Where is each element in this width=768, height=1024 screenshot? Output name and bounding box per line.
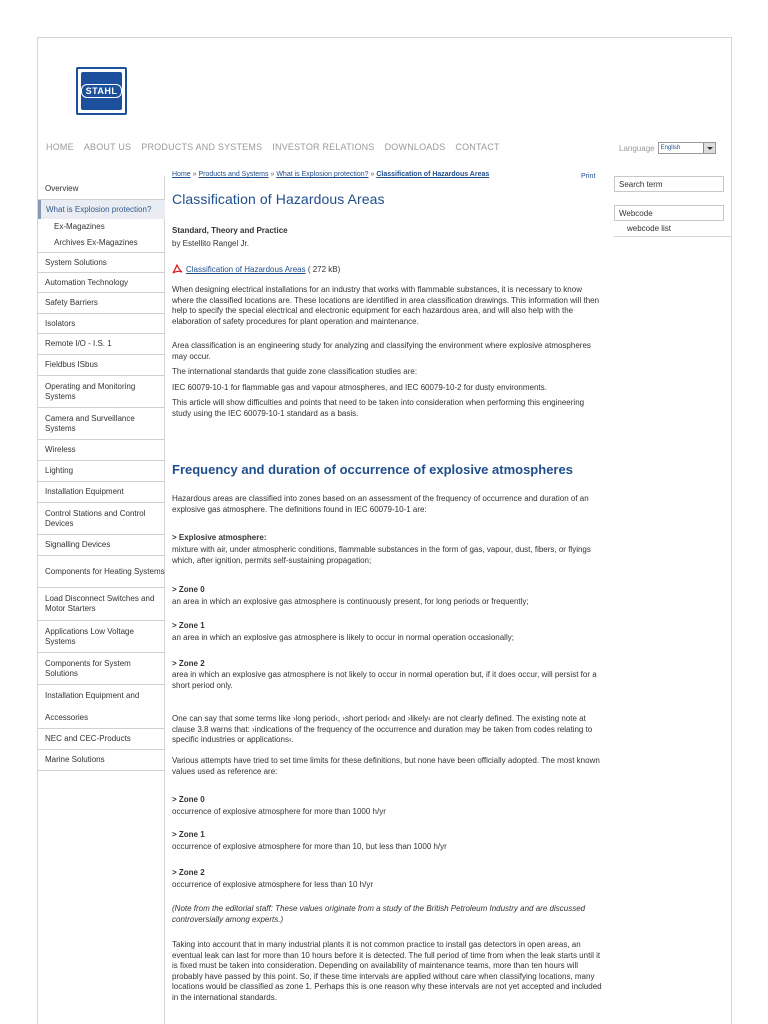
- paragraph: Various attempts have tried to set time limits for these definitions, but none have been officially adopted. The most known values used as reference are:: [172, 756, 600, 776]
- language-selected: English: [660, 145, 681, 151]
- sidebar-item-load-disconnect-switches[interactable]: Load Disconnect Switches and Motor Starters: [38, 588, 165, 621]
- zone-heading: > Zone 2: [172, 868, 205, 877]
- sidebar-subitem-ex-magazines[interactable]: Ex-Magazines: [54, 221, 105, 231]
- intro-paragraph: Area classification is an engineering study for analyzing and classifying the environment where explosive atmospheres may occur.: [172, 341, 591, 361]
- webcode-list-link[interactable]: webcode list: [627, 224, 672, 233]
- language-label: Language: [619, 143, 655, 153]
- article-subtitle: Standard, Theory and Practice: [172, 226, 288, 235]
- breadcrumb-home[interactable]: Home: [172, 171, 191, 178]
- page-title: Classification of Hazardous Areas: [172, 191, 385, 207]
- zone-heading: > Zone 1: [172, 830, 205, 839]
- sidebar-item-automation-technology[interactable]: Automation Technology: [38, 273, 165, 293]
- zone-heading: > Zone 0: [172, 795, 205, 804]
- definition-text: an area in which an explosive gas atmosphere is likely to occur in normal operation occasionally;: [172, 633, 514, 642]
- sidebar-item-fieldbus[interactable]: Fieldbus ISbus: [38, 355, 165, 376]
- paragraph: Taking into account that in many industrial plants it is not common practice to install gas detectors in open areas, an eventual leak can last for more than 10 hours before it is detected. The full period of time from when the leak starts until it is fixed must be taken into consideration. Depending on availability of maintenance teams, more than ten hours will probably have passed by this point. So, if these time intervals are applied without care when classifying locations, many locations would be classified as zone 1. Perhaps this is one reason why these intervals are not yet accepted and included in the international standards.: [172, 940, 602, 1002]
- chevron-down-icon[interactable]: [703, 143, 715, 153]
- breadcrumb-sep: »: [368, 171, 377, 178]
- search-input[interactable]: Search term: [614, 176, 724, 192]
- pdf-icon[interactable]: [172, 264, 183, 274]
- breadcrumb-explosion-protection[interactable]: What is Explosion protection?: [276, 171, 369, 178]
- zone-text: occurrence of explosive atmosphere for more than 10, but less than 1000 h/yr: [172, 842, 447, 851]
- webcode-input[interactable]: Webcode: [614, 205, 724, 221]
- sidebar-item-accessories[interactable]: Accessories: [38, 708, 165, 729]
- nav-investor-relations[interactable]: INVESTOR RELATIONS: [272, 142, 375, 152]
- section-paragraph: Hazardous areas are classified into zones based on an assessment of the frequency of occurrence and duration of an explosive gas atmosphere. The definitions found in IEC 60079-10-1 are:: [172, 494, 589, 514]
- sidebar-item-system-components[interactable]: Components for System Solutions: [38, 653, 165, 685]
- sidebar-subitem-archives-ex-magazines[interactable]: Archives Ex-Magazines: [38, 233, 165, 253]
- nav-about-us[interactable]: ABOUT US: [83, 142, 132, 152]
- nav-contact[interactable]: CONTACT: [455, 142, 500, 152]
- zone-text: occurrence of explosive atmosphere for more than 1000 h/yr: [172, 807, 386, 816]
- zone-text: occurrence of explosive atmosphere for less than 10 h/yr: [172, 880, 373, 889]
- language-select[interactable]: [658, 142, 716, 154]
- intro-paragraph: IEC 60079-10-1 for flammable gas and vapour atmospheres, and IEC 60079-10-2 for dusty environments.: [172, 383, 547, 392]
- nav-home[interactable]: HOME: [46, 142, 74, 152]
- definition-text: area in which an explosive gas atmosphere is not likely to occur in normal operation but, if it does occur, will persist for a short period only.: [172, 670, 597, 690]
- sidebar-item-explosion-protection[interactable]: What is Explosion protection?: [38, 200, 165, 219]
- definition-text: mixture with air, under atmospheric conditions, flammable substances in the form of gas, vapour, dust, fibers, or flyings which, after ignition, permits self-sustaining propagation;: [172, 545, 591, 565]
- sidebar-item-control-stations[interactable]: Control Stations and Control Devices: [38, 503, 165, 535]
- breadcrumb-products[interactable]: Products and Systems: [198, 171, 269, 178]
- intro-paragraph: The international standards that guide zone classification studies are:: [172, 367, 418, 376]
- print-link[interactable]: Print: [581, 173, 596, 180]
- sidebar-item-isolators[interactable]: Isolators: [38, 314, 165, 334]
- breadcrumb-current[interactable]: Classification of Hazardous Areas: [376, 171, 490, 178]
- pdf-size: ( 272 kB): [305, 264, 341, 274]
- sidebar-item-heating-components[interactable]: Components for Heating Systems: [38, 556, 165, 588]
- sidebar-item-camera-surveillance[interactable]: Camera and Surveillance Systems: [38, 408, 165, 440]
- sidebar-item-overview[interactable]: Overview: [38, 178, 165, 200]
- sidebar-item-marine-solutions[interactable]: Marine Solutions: [38, 750, 165, 771]
- definition-heading: > Zone 0: [172, 585, 205, 594]
- sidebar-item-signalling-devices[interactable]: Signalling Devices: [38, 535, 165, 556]
- sidebar-item-low-voltage[interactable]: Applications Low Voltage Systems: [38, 621, 165, 653]
- pdf-link[interactable]: Classification of Hazardous Areas: [186, 264, 306, 274]
- sidebar-item-remote-io[interactable]: Remote I/O - I.S. 1: [38, 334, 165, 355]
- sidebar-item-lighting[interactable]: Lighting: [38, 461, 165, 482]
- intro-paragraph: This article will show difficulties and points that need to be taken into consideration when performing this engineering study using the IEC 60079-10-1 standard as a basis.: [172, 398, 585, 418]
- stahl-logo[interactable]: [76, 67, 127, 115]
- divider: [614, 236, 732, 237]
- sidebar: [38, 176, 165, 1024]
- sidebar-item-installation-equipment-and[interactable]: Installation Equipment and: [45, 690, 140, 700]
- section-heading: Frequency and duration of occurrence of explosive atmospheres: [172, 462, 573, 477]
- pdf-download: [172, 264, 340, 274]
- sidebar-item-nec-cec-products[interactable]: NEC and CEC-Products: [38, 729, 165, 750]
- definition-heading: > Zone 2: [172, 659, 205, 668]
- sidebar-item-operating-monitoring[interactable]: Operating and Monitoring Systems: [38, 376, 165, 408]
- logo-text: STAHL: [81, 84, 123, 98]
- sidebar-item-installation-equipment[interactable]: Installation Equipment: [38, 482, 165, 503]
- nav-downloads[interactable]: DOWNLOADS: [384, 142, 446, 152]
- article-author: by Estellito Rangel Jr.: [172, 239, 249, 248]
- breadcrumb-sep: »: [268, 171, 277, 178]
- nav-products-and-systems[interactable]: PRODUCTS AND SYSTEMS: [141, 142, 263, 152]
- top-navigation: [46, 142, 500, 152]
- sidebar-item-system-solutions[interactable]: System Solutions: [38, 253, 165, 273]
- intro-paragraph: When designing electrical installations for an industry that works with flammable substances, it is necessary to know where the classified locations are. These locations are identified in area classification drawings. This information will then help to specify the special electrical and electronic equipment for each hazardous area, and will also help with the elaboration of safety procedures for plant operation and maintenance.: [172, 285, 600, 326]
- definition-text: an area in which an explosive gas atmosphere is continuously present, for long periods or frequently;: [172, 597, 529, 606]
- sidebar-item-safety-barriers[interactable]: Safety Barriers: [38, 293, 165, 314]
- language-selector: [619, 142, 716, 154]
- breadcrumb-sep: »: [190, 171, 199, 178]
- definition-heading: > Zone 1: [172, 621, 205, 630]
- breadcrumb: [172, 171, 489, 178]
- definition-heading: > Explosive atmosphere:: [172, 533, 267, 542]
- paragraph: One can say that some terms like ›long period‹, ›short period‹ and ›likely‹ are not clearly defined. The existing note at clause 3.8 warns that: ›indications of the frequency of the occurrence and duration may be taken from codes relating to specific industries or applications‹.: [172, 714, 593, 744]
- editorial-note: (Note from the editorial staff: These values originate from a study of the British Petroleum Industry and are discussed controversially among experts.): [172, 904, 586, 924]
- sidebar-item-wireless[interactable]: Wireless: [38, 440, 165, 461]
